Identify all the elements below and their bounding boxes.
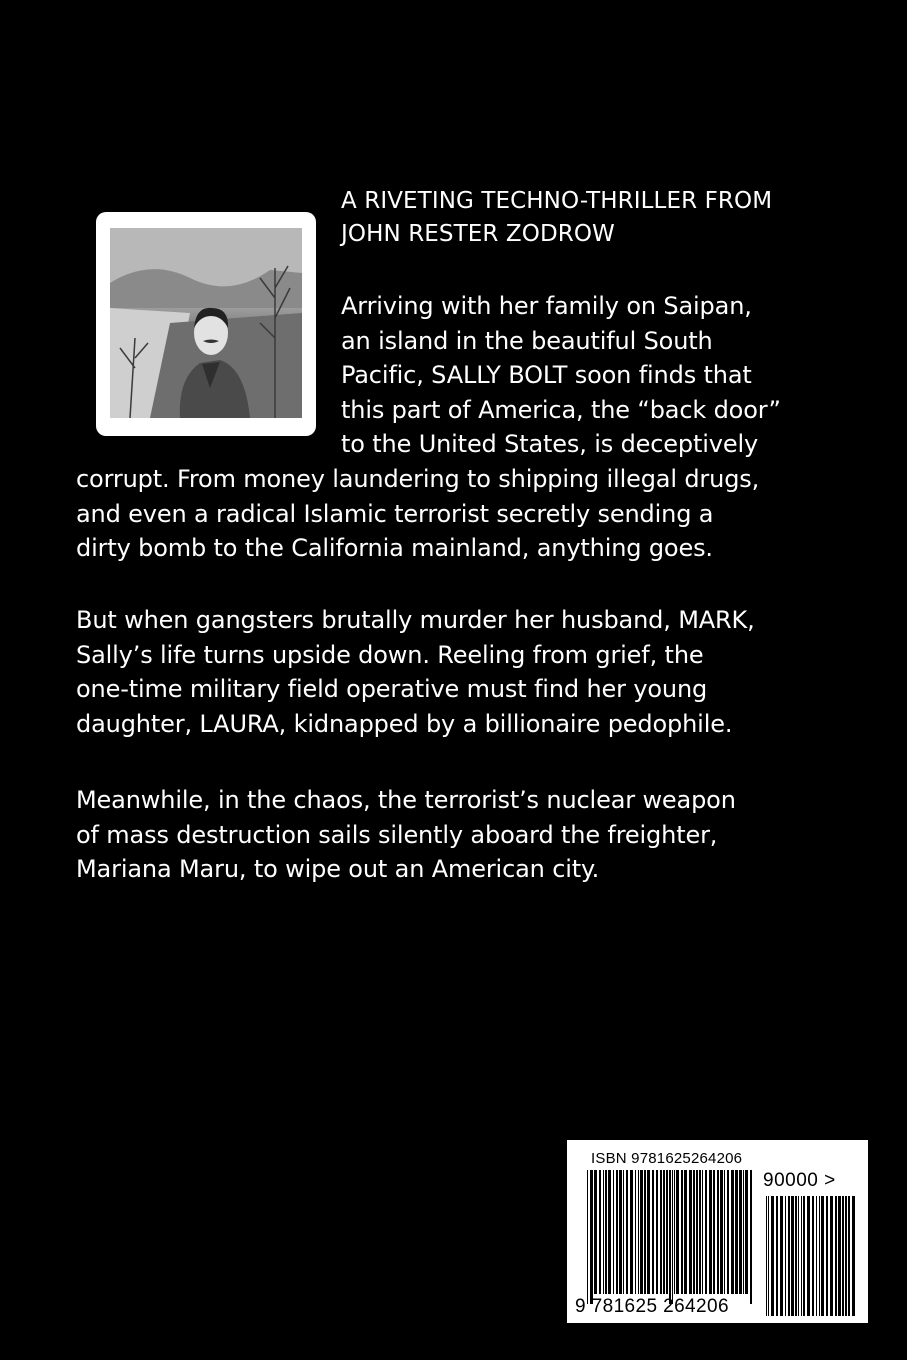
text-line: one-time military field operative must find her young xyxy=(76,675,708,703)
barcode-bar xyxy=(594,1170,597,1294)
barcode-bar xyxy=(739,1170,742,1294)
barcode-bar xyxy=(852,1196,855,1316)
barcode-bar xyxy=(626,1170,628,1294)
barcode-bar xyxy=(785,1196,786,1316)
barcode-bar xyxy=(640,1170,643,1294)
barcode-bar xyxy=(816,1196,817,1316)
barcode-bar xyxy=(669,1170,671,1304)
barcode-bar xyxy=(676,1170,679,1294)
barcode-bar xyxy=(819,1196,820,1316)
barcode-bar xyxy=(731,1170,734,1294)
paragraph-1-beside-photo xyxy=(341,289,781,462)
barcode-bar xyxy=(838,1196,841,1316)
text-line: daughter, LAURA, kidnapped by a billionaire pedophile. xyxy=(76,709,733,738)
text-line: Pacific, SALLY BOLT soon finds that xyxy=(341,361,752,389)
barcode-bar xyxy=(750,1170,752,1304)
barcode-bar xyxy=(768,1196,769,1316)
author-photo-frame xyxy=(96,212,316,436)
barcode-bar xyxy=(660,1170,662,1294)
isbn-label: ISBN 9781625264206 xyxy=(591,1150,743,1167)
barcode-bar xyxy=(801,1196,802,1316)
barcode-bar xyxy=(745,1170,748,1294)
barcode-bar xyxy=(608,1170,611,1294)
text-line: corrupt. From money laundering to shipping illegal drugs, xyxy=(76,465,760,493)
barcode-bar xyxy=(821,1196,824,1316)
barcode-bar xyxy=(689,1170,692,1294)
text-line: Arriving with her family on Saipan, xyxy=(341,292,752,320)
barcode-bar xyxy=(696,1170,698,1294)
paragraph-1-continued xyxy=(76,462,759,566)
barcode-digits: 9 781625 264206 xyxy=(575,1296,729,1317)
barcode-bar xyxy=(613,1170,614,1294)
text-line: But when gangsters brutally murder her husband, MARK, xyxy=(76,606,755,634)
barcode-bar xyxy=(674,1170,675,1294)
barcode-bar xyxy=(709,1170,712,1294)
text-line: to the United States, is deceptively xyxy=(341,430,759,458)
text-line: of mass destruction sails silently aboard the freighter, xyxy=(76,820,718,849)
barcode-bar xyxy=(623,1170,624,1294)
text-line: Sally’s life turns upside down. Reeling from grief, the xyxy=(76,640,704,669)
barcode-bar xyxy=(616,1170,618,1294)
barcode-bar xyxy=(587,1170,588,1304)
text-line: Meanwhile, in the chaos, the terrorist’s nuclear weapon xyxy=(76,786,736,814)
barcode-bar xyxy=(713,1170,715,1294)
barcode-bar xyxy=(791,1196,794,1316)
barcode-bar xyxy=(635,1170,636,1294)
barcode-bar xyxy=(842,1196,844,1316)
barcode-bar xyxy=(812,1196,814,1316)
barcode-bar xyxy=(672,1170,673,1304)
barcode-bar xyxy=(724,1170,725,1294)
barcode-bar xyxy=(638,1170,639,1294)
barcode-bar xyxy=(681,1170,683,1294)
barcode-bar xyxy=(807,1196,810,1316)
text-line: an island in the beautiful South xyxy=(341,326,713,355)
barcode-bar xyxy=(720,1170,723,1294)
barcode-bar xyxy=(780,1196,783,1316)
barcode-bar xyxy=(803,1196,805,1316)
price-code: 90000 > xyxy=(763,1170,836,1191)
barcode-bar xyxy=(684,1170,687,1294)
text-line: dirty bomb to the California mainland, anything goes. xyxy=(76,534,713,562)
barcode-bar xyxy=(619,1170,622,1294)
barcode-bar xyxy=(788,1196,790,1316)
barcode-bar xyxy=(590,1170,593,1304)
barcode-bar xyxy=(717,1170,719,1294)
barcode-bar xyxy=(652,1170,654,1294)
text-line: and even a radical Islamic terrorist secretly sending a xyxy=(76,499,714,528)
barcode-bar xyxy=(848,1196,850,1316)
text-line: this part of America, the “back door” xyxy=(341,395,781,424)
barcode-bar xyxy=(603,1170,604,1294)
barcode-bar xyxy=(830,1196,833,1316)
headline xyxy=(341,185,772,251)
barcode-bar xyxy=(845,1196,847,1316)
headline-line-2: JOHN RESTER ZODROW xyxy=(341,221,615,247)
barcode-bar xyxy=(826,1196,828,1316)
barcode-bar xyxy=(656,1170,658,1294)
barcode-bar xyxy=(766,1196,767,1316)
barcode-bar xyxy=(835,1196,837,1316)
paragraph-2 xyxy=(76,603,755,741)
barcode-bar xyxy=(605,1170,607,1294)
barcode-bar xyxy=(727,1170,729,1294)
barcode-bar xyxy=(702,1170,703,1294)
barcode-bar xyxy=(776,1196,778,1316)
barcode-bar xyxy=(699,1170,701,1294)
headline-line-1: A RIVETING TECHNO-THRILLER FROM xyxy=(341,188,773,214)
paragraph-3 xyxy=(76,783,736,887)
barcode-bar xyxy=(599,1170,601,1294)
barcode-bar xyxy=(771,1196,774,1316)
barcode-bar xyxy=(795,1196,797,1316)
barcode-bar xyxy=(666,1170,668,1294)
barcode-bar xyxy=(798,1196,799,1316)
barcode-bar xyxy=(735,1170,738,1294)
barcode-bar xyxy=(630,1170,633,1294)
barcode-bar xyxy=(663,1170,665,1294)
barcode-bar xyxy=(644,1170,646,1294)
barcode-bar xyxy=(693,1170,695,1294)
barcode-box xyxy=(567,1140,868,1323)
barcode-bar xyxy=(743,1170,744,1294)
text-line: Mariana Maru, to wipe out an American city. xyxy=(76,855,600,883)
author-photo xyxy=(110,228,302,418)
barcode-bar xyxy=(705,1170,707,1294)
barcode-bar xyxy=(647,1170,650,1294)
